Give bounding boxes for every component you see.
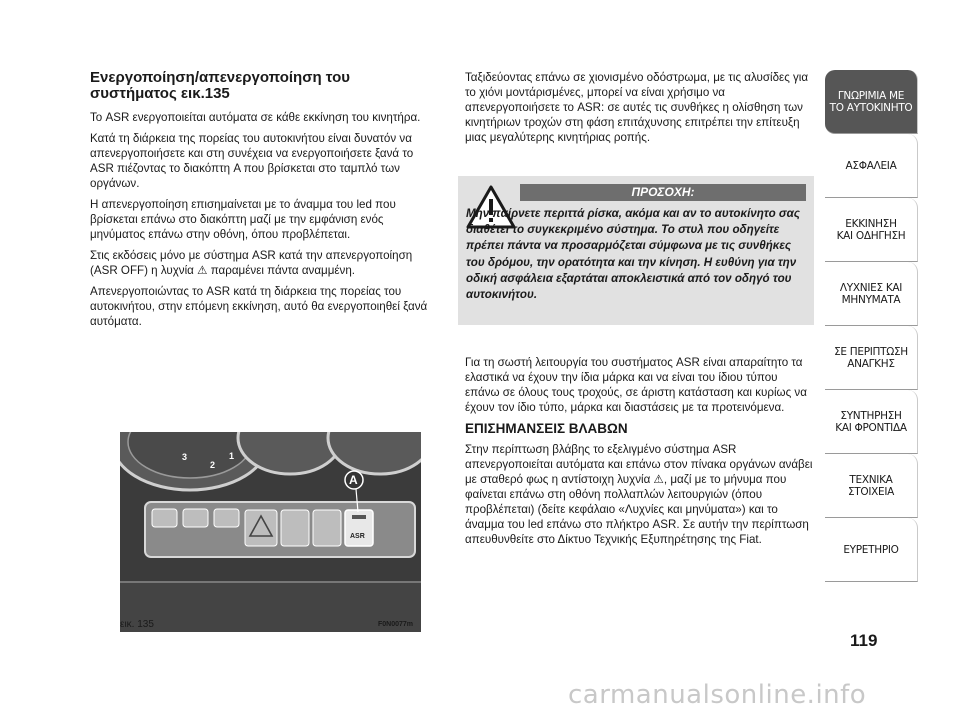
warning-box <box>458 176 814 325</box>
dial-number: 2 <box>210 460 216 470</box>
tab-label: ΛΥΧΝΙΕΣ ΚΑΙ ΜΗΝΥΜΑΤΑ <box>839 281 903 306</box>
dial-number: 1 <box>229 451 235 461</box>
dial-number: 3 <box>182 452 188 462</box>
tab-getting-to-know[interactable] <box>825 70 918 134</box>
paragraph: Ταξιδεύοντας επάνω σε χιονισμένο οδόστρωμα, με τις αλυσίδες για το χιόνι μοντάρισμένες, μπορεί να είναι χρήσιμο να απενεργοποιήσετε το ASR: σε αυτές τις συνθήκες η ολίσθηση των κινητήριων τροχών στη φάση επιτάχυνσης επιτρέπει την επίτευξη μιας μεγαλύτερης κινητήριας ροπής. <box>465 71 809 144</box>
tab-label: ΓΝΩΡΙΜΙΑ ΜΕ ΤΟ ΑΥΤΟΚΙΝΗΤΟ <box>829 89 913 114</box>
left-column <box>90 70 433 335</box>
paragraph: Η απενεργοποίηση επισημαίνεται με το άναμμα του led που βρίσκεται επάνω στο διακόπτη μαζί με την εμφάνιση ενός μηνύματος επάνω στην οθόνη, όπου προβλέπεται. <box>90 198 396 241</box>
paragraph: Για τη σωστή λειτουργία του συστήματος ASR είναι απαραίτητο τα ελαστικά να έχουν την ίδια μάρκα και να είναι του ίδιου τύπου επάνω σε όλους τους τροχούς, σε άριστη κατάσταση και κυρίως να έχουν τον ίδιο τύπο, μάρκα και διαστάσεις με τα προτεινόμενα. <box>465 356 807 414</box>
tab-label: ΣΕ ΠΕΡΙΠΤΩΣΗ ΑΝΑΓΚΗΣ <box>834 345 908 370</box>
subsection-title: ΕΠΙΣΗΜΑΝΣΕΙΣ ΒΛΑΒΩΝ <box>465 421 628 436</box>
chapter-tabs <box>825 70 918 582</box>
tab-label: ΣΥΝΤΗΡΗΣΗ ΚΑΙ ΦΡΟΝΤΙΔΑ <box>835 409 907 434</box>
tab-technical-data[interactable] <box>825 454 918 518</box>
right-column-bottom <box>465 355 813 553</box>
paragraph: Το ASR ενεργοποιείται αυτόματα σε κάθε εκκίνηση του κινητήρα. <box>90 111 421 124</box>
tab-label: ΕΚΚΙΝΗΣΗ ΚΑΙ ΟΔΗΓΗΣΗ <box>836 217 906 242</box>
tab-starting-driving[interactable] <box>825 198 918 262</box>
figure-caption: εικ. 135 <box>120 619 154 630</box>
dashboard-illustration <box>120 432 421 632</box>
warning-text: Μην παίρνετε περιττά ρίσκα, ακόμα και αν το αυτοκίνητο σας διαθέτει το συγκεκριμένο σύστημα. Το στυλ που οδηγείτε πρέπει πάντα να προσαρμόζεται σύμφωνα με τις συνθήκες του δρόμου, την ορατότητα και την κίνηση. Η ευθύνη για την οδική ασφάλεια εξαρτάται αποκλειστικά από τον οδηγό του αυτοκινήτου. <box>466 207 800 302</box>
tab-label: ΕΥΡΕΤΗΡΙΟ <box>843 543 899 556</box>
paragraph: Στην περίπτωση βλάβης το εξελιγμένο σύστημα ASR απενεργοποιείται αυτόματα και επάνω στον πίνακα οργάνων ανάβει με σταθερό φως η αντίστοιχη λυχνία ⚠, μαζί με το μήνυμα που φαίνεται επάνω στη οθόνη πολλαπλών λειτουργιών (όπου προβλέπεται) (δείτε κεφάλαιο «Λυχνίες και μηνύματα») και το άναμμα του led επάνω στο πλήκτρο ASR. Σε αυτήν την περίπτωση απευθυνθείτε στο Δίκτυο Τεχνικής Εξυπηρέτησης της Fiat. <box>465 443 813 546</box>
tab-emergency[interactable] <box>825 326 918 390</box>
right-column-top <box>465 70 813 151</box>
paragraph: Κατά τη διάρκεια της πορείας του αυτοκινήτου είναι δυνατόν να απενεργοποιήσετε και στη συνέχεια να ενεργοποιήσετε ξανά το ASR πιέζοντας το διακόπτη A που βρίσκεται στο ταμπλό των οργάνων. <box>90 132 414 190</box>
page-number: 119 <box>850 631 878 650</box>
section-title: Ενεργοποίηση/απενεργοποίηση του συστήματος εικ.135 <box>90 69 350 102</box>
figure-code: F0N0077m <box>378 621 414 628</box>
callout-label: A <box>349 473 358 487</box>
tab-maintenance[interactable] <box>825 390 918 454</box>
paragraph: Στις εκδόσεις μόνο με σύστημα ASR κατά την απενεργοποίηση (ASR OFF) η λυχνία ⚠ παραμένει πάντα αναμμένη. <box>90 249 413 277</box>
dashboard-drawing <box>120 432 421 632</box>
warning-heading: ΠΡΟΣΟΧΗ: <box>520 184 806 201</box>
watermark: carmanualsonline.info <box>568 680 867 710</box>
tab-lights-messages[interactable] <box>825 262 918 326</box>
tab-index[interactable] <box>825 518 918 582</box>
paragraph: Απενεργοποιώντας το ASR κατά τη διάρκεια της πορείας του αυτοκινήτου, στην επόμενη εκκίνηση, αυτό θα ενεργοποιηθεί ξανά αυτόματα. <box>90 285 428 328</box>
asr-button-label: ASR <box>350 533 365 540</box>
tab-label: ΤΕΧΝΙΚΑ ΣΤΟΙΧΕΙΑ <box>847 473 895 498</box>
tab-label: ΑΣΦΑΛΕΙΑ <box>845 159 897 172</box>
tab-safety[interactable] <box>825 134 918 198</box>
